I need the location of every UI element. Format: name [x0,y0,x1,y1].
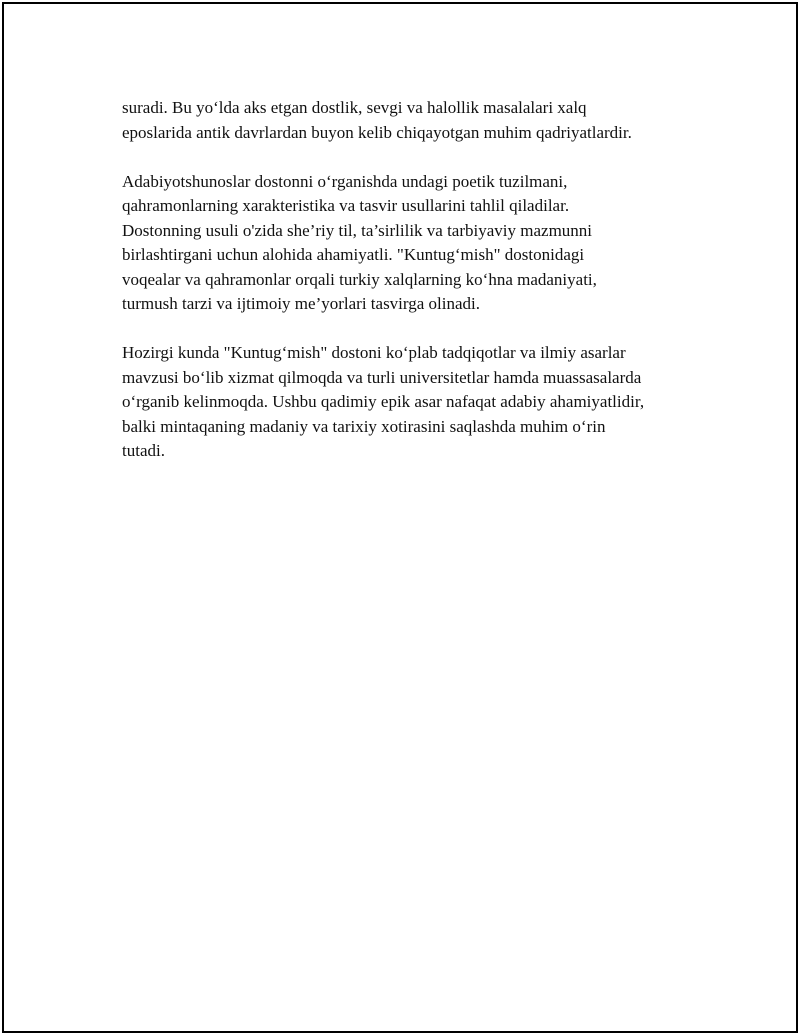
text-line: mavzusi bo‘lib xizmat qilmoqda va turli universitetlar hamda muassasalarda [122,367,642,387]
paragraph-1 [122,96,702,145]
paragraph-2 [122,170,702,317]
paragraph-3 [122,341,702,464]
text-line: turmush tarzi va ijtimoiy me’yorlari tasvirga olinadi. [122,294,481,313]
text-line: voqealar va qahramonlar orqali turkiy xalqlarning ko‘hna madaniyati, [122,269,597,289]
page-frame [2,2,798,1033]
text-line: suradi. Bu yo‘lda aks etgan dostlik, sevgi va halollik masalalari xalq [122,98,587,117]
text-line: qahramonlarning xarakteristika va tasvir usullarini tahlil qiladilar. [122,196,570,215]
text-line: Dostonning usuli o'zida she’riy til, ta’sirlilik va tarbiyaviy mazmunni [122,220,593,240]
document-body [122,96,702,488]
text-line: tutadi. [122,441,165,460]
text-line: Adabiyotshunoslar dostonni o‘rganishda undagi poetik tuzilmani, [122,171,568,191]
text-line: o‘rganib kelinmoqda. Ushbu qadimiy epik asar nafaqat adabiy ahamiyatlidir, [122,392,645,411]
text-line: Hozirgi kunda "Kuntug‘mish" dostoni ko‘plab tadqiqotlar va ilmiy asarlar [122,343,626,362]
text-line: birlashtirgani uchun alohida ahamiyatli. "Kuntug‘mish" dostonidagi [122,245,585,264]
text-line: balki mintaqaning madaniy va tarixiy xotirasini saqlashda muhim o‘rin [122,416,606,436]
text-line: eposlarida antik davrlardan buyon kelib chiqayotgan muhim qadriyatlardir. [122,122,632,142]
